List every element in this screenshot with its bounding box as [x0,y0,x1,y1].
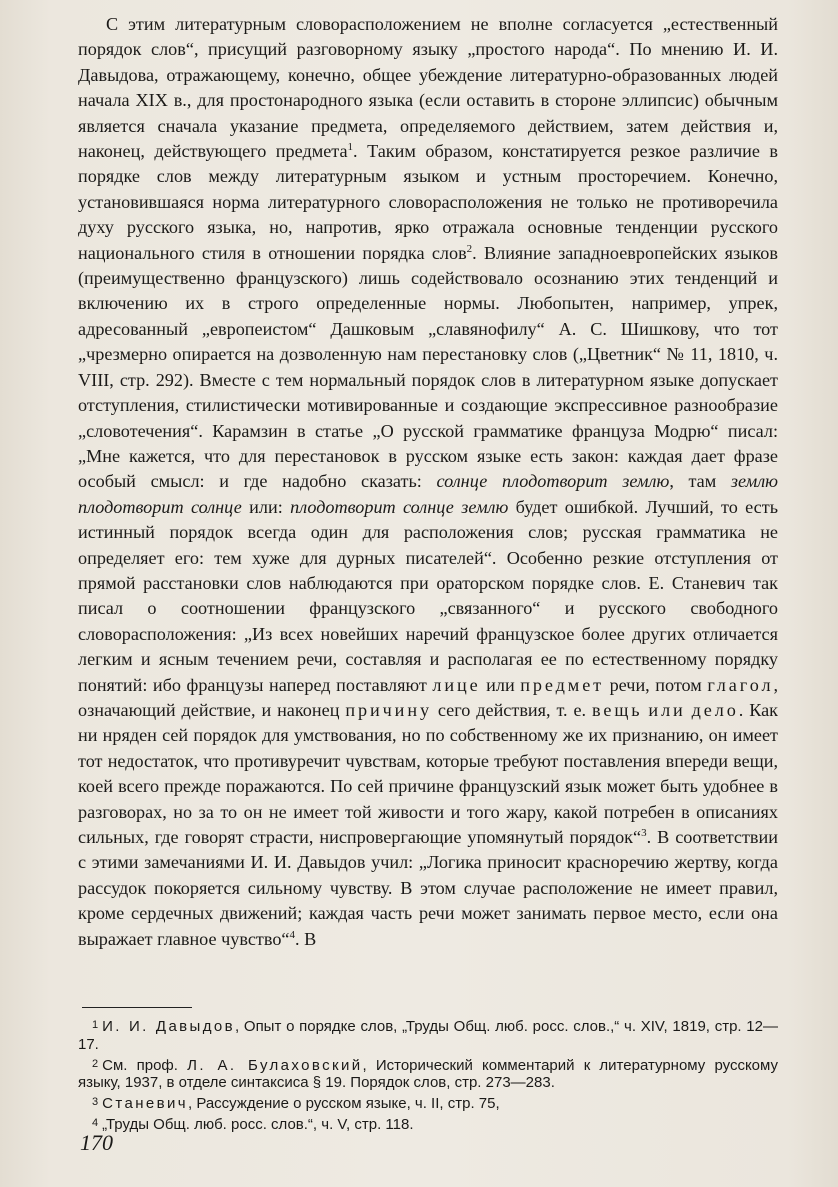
example-phrase: землю плодотворит солнце [78,471,778,517]
spaced-term: лице [432,674,481,695]
footnote-number: 1 [92,1019,99,1031]
footnote-1 [78,1017,778,1054]
text-segment: или [480,674,521,695]
text-segment: будет ошибкой. Лучший, то есть истинный порядок всегда один для расположения слов; русская грамматика не определяет его: тем хуже для дурных писателей“. Особенно резкие отступления от прямой расстановки слов наблюдаются при ораторском порядке слов. Е. Станевич так писал о соотношении французского „связанного“ и русского свободного словорасположения: „Из всех новейших наречий французское более других отличается легким и ясным течением речи, составляя и располагая ее по естественному порядку понятий: ибо французы наперед поставляют [78,496,778,695]
text-segment: С этим литературным словорасположением не вполне согласуется „естественный порядок слов“, присущий разговорному языку „простого народа“. По мнению И. И. Давыдова, отражающему, конечно, общее убеждение литературно-образованных людей начала XIX в., для простонародного языка (если оставить в стороне эллипсис) обычным является сначала указание предмета, определяемого действием, затем действия и, наконец, действующего предмета [78,14,778,162]
spaced-term: или [648,699,686,720]
footnote-text: , Рассуждение о русском языке, ч. II, стр. 75, [188,1095,500,1113]
text-segment: . Влияние западноевропейских языков (преимущественно французского) лишь содействовало осознанию этих тенденций и включению их в строго определенные нормы. Любопытен, например, упрек, адресованный „европеистом“ Дашковым „славянофилу“ А. С. Шишкову, что тот „чрезмерно опирается на дозволенную нам перестановку слов („Цветник“ № 11, 1810, ч. VIII, стр. 292). Вместе с тем нормальный порядок слов в литературном языке допускает отступления, стилистически мотивированные и создающие экспрессивное разнообразие „словотечения“. Карамзин в статье „О русской грамматике француза Модрю“ писал: „Мне кажется, что для перестановок в русском языке есть закон: каждая дает фразе особый смысл: и где надобно сказать: [78,242,778,492]
example-phrase: солнце плодотворит землю [436,471,670,492]
text-segment: . В соответствии с этими замечаниями И. И. Давыдов учил: „Логика приносит красноречию жертву, когда рассудок покоряется сильному чувству. В этом случае расположение не имеет правил, кроме сердечных движений; каждая часть речи может занимать первое место, если она выражает главное чувство“ [78,827,778,949]
footnote-4 [78,1115,778,1134]
footnote-3 [78,1094,778,1113]
footnote-prefix: См. проф. [102,1056,188,1074]
footnotes [78,1017,778,1136]
text-segment: . Как ни нряден сей порядок для умствования, но по собственному же их признанию, он имеет тот недостаток, что противуречит чувствам, которые требуют поставления впереди вещи, коей всего прежде поражаются. По сей причине французский язык может быть удобнее в разговорах, но за то он не имеет той живости и того жару, какой потребен в описаниях сильных, где говорят страсти, ниспровергающие упомянутый порядок“ [78,699,779,847]
main-paragraph [78,12,778,952]
footnote-ref-1: 1 [347,141,354,154]
text-segment: или: [241,496,291,517]
main-text-block [78,12,778,952]
example-phrase: плодотворит солнце землю [290,496,509,517]
text-segment: . Таким образом, констатируется резкое различие в порядке слов между литературным языком и устным просторечием. Конечно, установившаяся норма литературного словорасположения не только не противоречила духу русского языка, но, напротив, ярко отражала основные тенденции русского национального стиля в отношении порядка слов [78,141,778,263]
text-segment: речи, потом [604,674,708,695]
footnote-2 [78,1056,778,1093]
footnote-divider [82,1007,192,1008]
footnote-author: Станевич [102,1095,188,1113]
footnote-ref-4: 4 [289,928,295,941]
text-segment: сего действия, т. е. [431,699,592,720]
footnote-text: „Труды Общ. люб. росс. слов.“, ч. V, стр. 118. [102,1115,414,1133]
spaced-term: дело [691,699,739,720]
page-number: 170 [80,1130,113,1155]
text-segment: . В [295,928,317,949]
footnote-ref-2: 2 [466,242,473,255]
footnote-author: Л. А. Булаховский [187,1056,363,1074]
spaced-term: вещь [592,699,643,720]
footnote-text: , Опыт о порядке слов, „Труды Общ. люб. росс. слов.,“ ч. XIV, 1819, стр. 12—17. [78,1018,778,1053]
spaced-term: причину [345,699,432,720]
spaced-term: предмет [520,674,605,695]
footnote-number: 2 [92,1057,99,1070]
footnote-number: 4 [92,1116,99,1129]
footnote-ref-3: 3 [641,827,647,839]
footnote-text: , Исторический комментарий к литературному русскому языку, 1937, в отделе синтаксиса § 19. Порядок слов, стр. 273—283. [78,1056,779,1092]
text-segment: , означающий действие, и наконец [78,674,778,720]
spaced-term: глагол [707,674,774,695]
text-segment: , там [669,471,731,492]
footnote-number: 3 [92,1096,99,1109]
footnote-author: И. И. Давыдов [102,1018,235,1035]
